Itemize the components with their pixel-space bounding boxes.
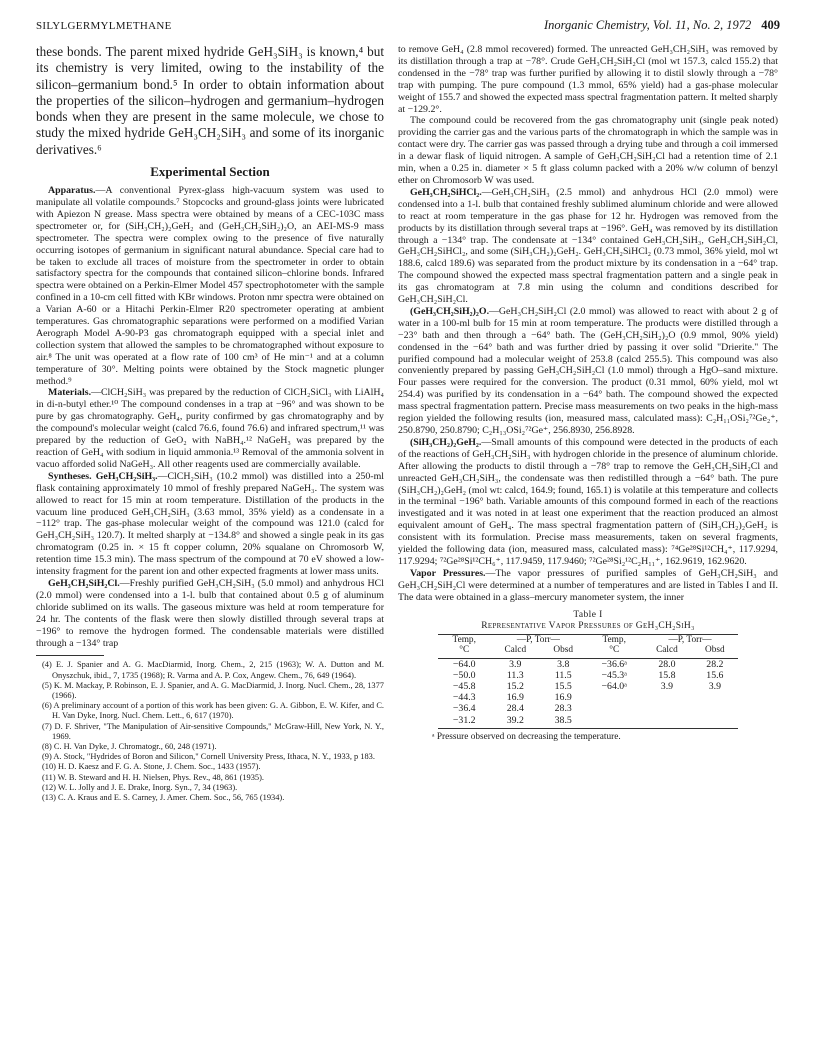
table-caption: Representative Vapor Pressures of GeH₃CH₂SiH₃ — [481, 620, 695, 631]
pressure-header: —P, Torr— — [642, 634, 738, 645]
table-cell: 15.8 — [658, 669, 676, 681]
materials-paragraph — [36, 387, 384, 470]
reference-item: (12) W. L. Jolly and J. E. Drake, Inorg. Syn., 7, 34 (1963). — [42, 782, 238, 792]
vapor-pressure-table — [438, 634, 738, 729]
table-cell: 16.9 — [554, 692, 572, 704]
table-cell: 11.5 — [554, 669, 572, 681]
vapor-heading: Vapor Pressures. — [410, 567, 486, 579]
table-row — [438, 681, 738, 692]
dichloro-heading: GeH₃CH₂SiHCl₂. — [410, 186, 482, 198]
table-cell — [586, 715, 642, 729]
table-cell: 3.9 — [660, 681, 674, 692]
temp-unit: °C — [586, 645, 642, 658]
dichloro-text: —GeH₃CH₂SiH₃ (2.5 mmol) and anhydrous HCl (2.0 mmol) were condensed into a 1-l. bulb that contained freshly sublimed aluminum chloride and were allowed to react at room temperature in the gas phase for 12 hr. Hydrogen was removed from the products by its distillation through several traps at −196°. GeH₄ was removed by its distillation through a −134° trap. The condensate at −134° contained GeH₃CH₂SiH₃, GeH₃CH₂SiH₂Cl, GeH₃CH₂SiHCl₂, and some (SiH₃CH₂)₂GeH₂. GeH₃CH₂SiHCl₂ (0.73 mmol, 36% yield, mol wt 188.6, calcd 189.6) was separated from the product mixture by its condensation in a −64° trap. The compound showed the expected mass spectral fragmentation pattern and a single peak in its gas chromatogram at 7.8 min using the column and conditions described for GeH₃CH₂SiH₂Cl. — [398, 186, 778, 306]
journal-citation — [544, 18, 780, 33]
table-cell: −45.3ᵃ — [601, 669, 627, 681]
table-cell: 11.3 — [506, 669, 524, 681]
chloro-continuation: to remove GeH₄ (2.8 mmol recovered) formed. The unreacted GeH₃CH₂SiH₃ was removed by its distillation through a trap at −78°. Crude GeH₃CH₂SiH₂Cl (mol wt 157.3, calcd 155.2) that condensed in the −78° trap was further purified by allowing it to distil slowly through a −78° trap with pumping. The pure compound (1.3 mmol, 65% yield) had a gas-phase molecular weight of 155.7 and showed the expected mass spectral fragmentation pattern. It melted sharply at −129.2°. — [398, 44, 778, 115]
reference-item: (9) A. Stock, "Hydrides of Boron and Silicon," Cornell University Press, Ithaca, N. Y., 1933, p 183. — [42, 752, 375, 762]
table-cell: 28.2 — [706, 658, 724, 670]
calcd-header: Calcd — [490, 645, 540, 658]
syntheses-heading: Syntheses. GeH₃CH₂SiH₃. — [48, 470, 158, 482]
journal-name: Inorganic Chemistry, Vol. 11, No. 2, 1972 — [543, 18, 752, 32]
table-label: Table I — [573, 609, 603, 620]
table-cell: 28.4 — [506, 703, 524, 715]
table-cell: −64.0 — [452, 658, 476, 670]
reference-item: (4) E. J. Spanier and A. G. MacDiarmid, Inorg. Chem., 2, 215 (1963); W. A. Dutton and M. Onyszchuk, ibid., 7, 1735 (1968); R. Varma and A. P. Cox, Angew. Chem., 76, 649 (1964). — [42, 660, 384, 680]
vapor-text: —The vapor pressures of purified samples of GeH₃CH₂SiH₃ and GeH₃CH₂SiH₂Cl were determined at a number of temperatures and are listed in Tables I and II. The data were obtained in a glass–mercury manometer system, the inner — [398, 567, 778, 603]
pressure-header: —P, Torr— — [490, 634, 586, 645]
table-row — [438, 703, 738, 714]
table-cell: 16.9 — [506, 692, 524, 704]
table-cell — [586, 692, 642, 703]
section-title: Experimental Section — [150, 164, 270, 180]
table-cell: 38.5 — [540, 715, 586, 729]
table-row — [438, 715, 738, 729]
materials-heading: Materials. — [48, 387, 92, 399]
digermyl-text: —Small amounts of this compound were detected in the products of each of the reactions of GeH₃CH₂SiH₃ with hydrogen chloride in the presence of aluminum chloride. After allowing the products to distil through a −78° trap to remove the GeH₃CH₂SiH₂Cl and unreacted GeH₃CH₂SiH₃, the condensate was then redistilled through a −64° bath. The pure (SiH₃CH₂)₂GeH₂ (mol wt: calcd, 164.9; found, 165.1) is volatile at this temperature and collects in the terminal −196° bath. Variable amounts of this compound formed in each of the reactions investigated and it was noted in at least one experiment that the reaction produced an almost equivalent amount of GeH₄. The mass spectral fragmentation pattern of (SiH₃CH₂)₂GeH₂ is consistent with its formulation. Precise mass measurements, taken on several fragments, yielded the following data (ion, measured mass, calculated mass): ⁷⁴Ge²⁸Si¹²CH₄⁺, 117.9294, 117.9294; ⁷²Ge²⁸Si¹²CH₆⁺, 117.9459, 117.9460; ⁷²Ge²⁸Si₂¹²C₂H₁₁⁺, 162.9619, 162.9620. — [398, 436, 778, 567]
table-cell — [692, 703, 738, 714]
left-column — [36, 44, 384, 803]
oxide-paragraph — [398, 306, 778, 437]
table-cell: −64.0ᵃ — [601, 681, 627, 692]
materials-text: —ClCH₂SiH₃ was prepared by the reduction of ClCH₂SiCl₃ with LiAlH₄ in di-n-butyl ether.¹⁰ The compound condenses in a trap at −96° and was shown to be pure by gas chromatography. GeH₄, purity confirmed by gas chromatography and by the compound's molecular weight (calcd 76.6, found 76.6) and infrared spectrum,¹¹ was prepared by the reduction of GeO₂ with NaBH₄.¹² NaGeH₃ was prepared by the reaction of GeH₄ with sodium in liquid ammonia.¹³ Removal of the ammonia solvent in vacuo afforded solid NaGeH₃. All other reagents used are commercially available. — [36, 387, 384, 470]
table-cell: 3.8 — [557, 658, 570, 670]
syntheses-text: —ClCH₂SiH₃ (10.2 mmol) was distilled into a 250-ml flask containing approximately 10 mmol of freshly prepared NaGeH₃. The system was allowed to react for 15 min at room temperature. Distillation of the products in the vacuum line produced GeH₃CH₂SiH₃ (3.63 mmol, 35% yield) as a condensate in a −112° trap. The gas-phase molecular weight of the compound was 121.0 (calcd for GeH₃CH₂SiH₃ 120.7). It melted sharply at −134.8° and showed a single peak in its gas chromatogram (0.25 in. × 15 ft copper column, 20% squalane on Chromosorb W, retention time 15.3 min). The mass spectrum of the compound at 70 eV showed a low-intensity fragment for the parent ion and other expected fragments at lower mass units. — [36, 470, 384, 578]
reference-item: (13) C. A. Kraus and E. S. Carney, J. Amer. Chem. Soc., 56, 765 (1934). — [42, 793, 285, 803]
right-column — [398, 44, 778, 742]
table-row — [438, 658, 738, 670]
chloro-text: —Freshly purified GeH₃CH₂SiH₃ (5.0 mmol) and anhydrous HCl (2.0 mmol) were condensed into a 1-l. bulb that contained about 0.5 g of aluminum chloride sublimed on its walls. The gaseous mixture was held at room temperature for 24 hr. The contents of the flask were then slowly distilled through several traps at −196° to remove the hydrogen formed. The condensable materials were distilled through a −134° trap — [36, 577, 384, 649]
table-cell: 28.3 — [554, 703, 572, 715]
temp-header: Temp, — [438, 634, 490, 645]
table-cell: 3.9 — [509, 658, 522, 670]
apparatus-paragraph — [36, 185, 384, 387]
table-cell — [642, 692, 692, 703]
oxide-heading: (GeH₃CH₂SiH₂)₂O. — [410, 305, 490, 317]
obsd-header: Obsd — [540, 645, 586, 658]
temp-header: Temp, — [586, 634, 642, 645]
digermyl-heading: (SiH₃CH₂)₂GeH₂. — [410, 436, 482, 448]
obsd-header: Obsd — [692, 645, 738, 658]
table-row — [438, 692, 738, 703]
reference-item: (6) A preliminary account of a portion of this work has been given: G. A. Gibbon, E. W. Kifer, and C. H. Van Dyke, Inorg. Nucl. Chem. Lett., 6, 617 (1970). — [42, 701, 384, 721]
vapor-paragraph — [398, 568, 778, 604]
table-cell: 15.2 — [506, 681, 524, 692]
apparatus-text: —A conventional Pyrex-glass high-vacuum system was used to manipulate all volatile compounds.⁷ Stopcocks and ground-glass joints were lubricated with Apiezon N grease. Mass spectra were obtained by means of a CEC-103C mass spectrometer or, for (SiH₃CH₂)₂GeH₂ and (GeH₃CH₂SiH₂)₂O, an AEI-MS-9 mass spectrometer. The spectra were complex owing to the presence of five naturally occurring isotopes of germanium in significant natural abundance. Special care had to be taken to exclude all traces of moisture from the spectrometer in order to obtain satisfactory spectra for the compounds that contained silicon–chlorine bonds. Infrared spectra were obtained on a Perkin-Elmer Model 457 spectrophotometer with the sample confined in a 10-cm cell fitted with KBr windows. Proton nmr spectra were obtained on a Varian A-60 or a Hitachi Perkin-Elmer R20 spectrometer operating at ambient temperatures. Gas chromatographic separations were performed on a modified Varian Aerograph Model A-90-P3 gas chromatograph equipped with a special inlet and collection system that allowed the samples to be chromatographed without exposure to air.⁸ The unit was operated at a flow rate of 100 cm³ of He min⁻¹ and at a column temperature of 30°. Melting points were obtained by the Stock magnetic plunger method.⁹ — [36, 185, 384, 387]
table-cell — [692, 715, 738, 729]
calcd-header: Calcd — [642, 645, 692, 658]
table-cell: −44.3 — [452, 692, 476, 704]
table-cell: 3.9 — [708, 681, 721, 692]
table-cell: −50.0 — [452, 669, 476, 681]
digermyl-paragraph — [398, 437, 778, 568]
table-footnote: ᵃ Pressure observed on decreasing the temperature. — [432, 731, 621, 742]
table-cell: −45.8 — [452, 681, 476, 692]
table-cell — [586, 703, 642, 714]
table-cell — [642, 703, 692, 714]
temp-unit: °C — [438, 645, 490, 658]
running-title: SILYLGERMYLMETHANE — [36, 20, 172, 32]
table-cell: −36.4 — [452, 703, 476, 715]
table-cell: 39.2 — [490, 715, 540, 729]
apparatus-heading: Apparatus. — [48, 185, 96, 197]
table-cell — [642, 715, 692, 729]
table-cell: −36.6ᵃ — [601, 658, 627, 670]
table-cell: 28.0 — [658, 658, 676, 670]
running-header — [36, 18, 780, 38]
gc-paragraph: The compound could be recovered from the gas chromatography unit (single peak noted) providing the carrier gas and the various parts of the chromatograph in which the sample was in contact were dry. The carrier gas was passed through a drying tube and through a coil immersed in a dewar flask of liquid nitrogen. A sample of GeH₃CH₂SiH₂Cl had a retention time of 2.1 min, when a 0.25 in. diameter × 5 ft glass column packed with a 20% w/w column of benzyl ether on Chromosorb W was used. — [398, 115, 778, 186]
reference-item: (11) W. B. Steward and H. H. Nielsen, Phys. Rev., 48, 861 (1935). — [42, 772, 264, 782]
dichloro-paragraph — [398, 187, 778, 306]
table-cell: 15.6 — [706, 669, 724, 681]
table-row — [438, 670, 738, 681]
table-cell: 15.5 — [554, 681, 572, 692]
table-cell: −31.2 — [438, 715, 490, 729]
reference-list — [36, 660, 384, 803]
intro-paragraph: these bonds. The parent mixed hydride GeH₃SiH₃ is known,⁴ but its chemistry is very limited, owing to the instability of the silicon–germanium bond.⁵ In order to obtain information about the properties of the silicon–hydrogen and germanium–hydrogen bonds when they are present in the same molecule, we chose to study the mixed hydride GeH₃CH₂SiH₃ and some of its inorganic derivatives.⁶ — [36, 44, 384, 157]
page-number: 409 — [761, 18, 780, 32]
reference-item: (10) H. D. Kaesz and F. G. A. Stone, J. Chem. Soc., 1433 (1957). — [42, 762, 261, 772]
syntheses-paragraph — [36, 471, 384, 578]
table-cell — [692, 692, 738, 703]
chloro-heading: GeH₃CH₂SiH₂Cl. — [48, 577, 120, 589]
reference-item: (8) C. H. Van Dyke, J. Chromatogr., 60, 248 (1971). — [42, 742, 217, 752]
reference-item: (7) D. F. Shriver, "The Manipulation of Air-sensitive Compounds," McGraw-Hill, New York, N. Y., 1969. — [42, 721, 384, 741]
footnote-divider — [36, 655, 104, 656]
oxide-text: —GeH₃CH₂SiH₂Cl (2.0 mmol) was allowed to react with about 2 g of water in a 100-ml bulb for 15 min at room temperature. The products were distilled through a −23° bath and then through a −64° bath. The (GeH₃CH₂SiH₂)₂O (0.9 mmol, 90% yield) condensed in the −64° bath and was further dried by passing it over solid "Drierite." The purified compound had a molecular weight of 253.8 (calcd 255.5). This compound was also conveniently prepared by passing GeH₃CH₂SiH₂Cl (1.0 mmol) through a HgO–sand mixture. Four passes were required for the conversion. The product (0.31 mmol, 60% yield, mol wt 254.4) was purified by its condensation in a −64° bath. The compound showed the expected mass spectral fragmentation pattern. Precise mass measurements on two peaks in the high-mass region yielded the following results (ion, measured mass, calculated mass): C₂H₁₁OSi₂⁷²Ge₂⁺, 250.8790, 250.8790; C₂H₁₃OSi₂⁷²Ge⁺, 256.8930, 256.8928. — [398, 305, 778, 436]
reference-item: (5) K. M. Mackay, P. Robinson, E. J. Spanier, and A. G. MacDiarmid, J. Inorg. Nucl. Chem., 28, 1377 (1966). — [42, 680, 384, 701]
chloro-paragraph — [36, 578, 384, 649]
